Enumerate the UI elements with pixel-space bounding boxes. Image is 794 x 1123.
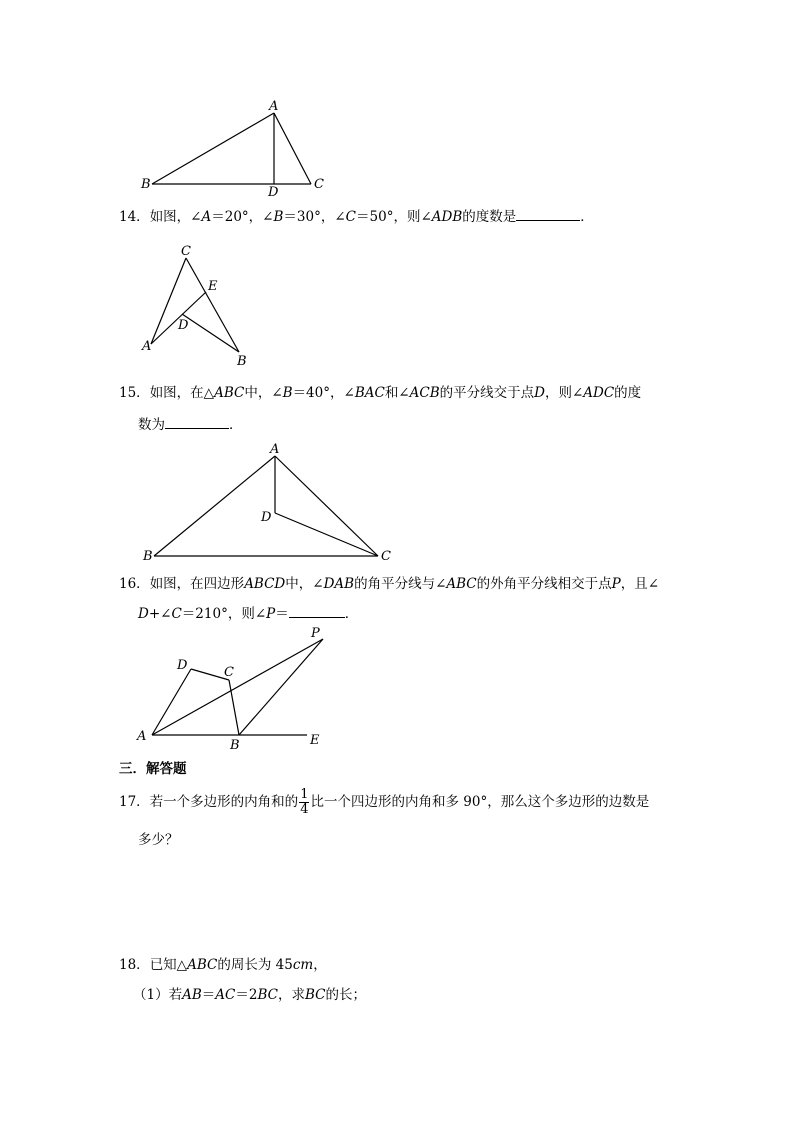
label-d: D [261,510,272,525]
label-d: D [177,658,188,673]
text: 如图，在△ [149,385,215,401]
var: ADC [583,385,615,401]
text: ，求 [277,987,305,1003]
unit: cm [292,957,314,973]
text: 若一个多边形的内角和的 [149,794,299,810]
text: 和∠ [384,385,410,401]
var: D [534,385,545,401]
text: ，且∠ [620,576,660,592]
var: ABC [187,957,218,973]
question-number: 17． [119,794,150,810]
text: 的度 [614,385,642,401]
text: ． [580,209,594,225]
text: ＝2 [235,987,258,1003]
text: +∠ [148,606,172,622]
text: ＝30°，∠ [283,209,346,225]
text: 已知△ [149,957,188,973]
var: BC [304,987,326,1003]
question-number: 16． [119,576,150,592]
text: 比一个四边形的内角和多 90°，那么这个多边形的边数是 [310,794,650,810]
var: ABCD [244,576,286,592]
var: B [282,385,293,401]
text: ． [229,417,243,433]
label-e: E [208,279,218,294]
label-d: D [268,185,279,200]
label-c: C [224,665,234,680]
var: A [201,209,212,225]
segment-cb [229,680,239,735]
var: ABC [214,385,245,401]
segment-bp [239,639,323,735]
text: ＝40°，∠ [292,385,355,401]
text: 的平分线交于点 [439,385,535,401]
text: 的长； [325,987,366,1003]
text: ＝ [201,987,216,1003]
label-b: B [237,354,247,369]
text: 的度数是 [462,209,517,225]
var: P [611,576,621,592]
fraction-denominator: 4 [300,801,309,817]
text: 的角平分线与∠ [354,576,447,592]
question-number: 14． [119,209,150,225]
text: （1）若 [133,987,183,1003]
label-a: A [270,442,280,457]
var: ACB [409,385,440,401]
var: D [138,606,149,622]
text: 的外角平分线相交于点 [476,576,612,592]
text: 如图，在四边形 [149,576,245,592]
segment-ap [152,639,323,735]
segment-ad [152,669,191,735]
text: ＝50°，则∠ [356,209,432,225]
var: B [273,209,284,225]
section-heading: 三．解答题 [119,761,187,777]
question-17-line-2: 多少？ [138,832,179,848]
label-b: B [230,738,240,753]
text: 数为 [138,417,165,433]
label-b: B [141,177,151,192]
label-d: D [178,318,189,333]
text: ． [344,606,359,622]
label-p: P [311,626,320,641]
var: ABC [446,576,477,592]
question-17-line-1 [119,786,650,817]
var: DAB [323,576,355,592]
var: BC [257,987,278,1003]
text: ，则∠ [544,385,584,401]
question-18 [119,955,327,975]
var: AC [215,987,236,1003]
text: ＝20°，∠ [211,209,274,225]
var: ADB [431,209,463,225]
text: ＝ [275,606,289,622]
label-e: E [310,733,320,748]
question-number: 18． [119,957,150,973]
var: AB [182,987,202,1003]
question-18-part-1 [133,985,366,1005]
var: C [171,606,182,622]
label-c: C [381,549,391,564]
var: BAC [354,385,385,401]
text: 中，∠ [285,576,324,592]
label-c: C [181,244,191,259]
fraction-numerator: 1 [300,786,309,802]
label-c: C [314,177,324,192]
label-a: A [137,729,147,744]
label-b: B [143,549,153,564]
text: 的周长为 45 [217,957,293,973]
question-number: 15． [119,385,150,401]
text: 中，∠ [244,385,283,401]
var: P [266,606,276,622]
fraction [299,788,309,817]
var: C [345,209,357,225]
label-a: A [269,99,279,114]
text: 如图，∠ [149,209,202,225]
label-a: A [142,339,152,354]
text: ＝210°，则∠ [181,606,267,622]
text: ， [313,957,327,973]
